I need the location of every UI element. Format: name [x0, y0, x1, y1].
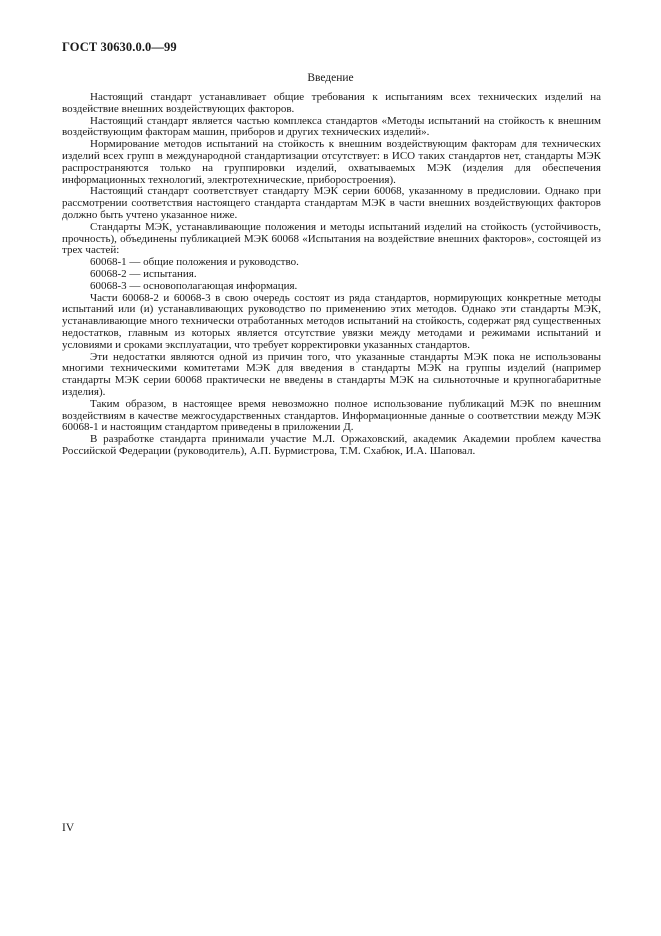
paragraph: Настоящий стандарт устанавливает общие требования к испытаниям всех технических изделий на воздействие внешних воздействующих факторов. — [62, 91, 601, 115]
paragraph: Эти недостатки являются одной из причин того, что указанные стандарты МЭК пока не использованы многими техническими комитетами МЭК для введения в стандарты МЭК на группы изделий (например стандарты МЭК серии 60068 практически не введены в стандарты МЭК на сильноточные и крупногабаритные изделия). — [62, 350, 601, 398]
list-item: 60068-1 — общие положения и руководство. — [90, 256, 299, 269]
standard-header: ГОСТ 30630.0.0—99 — [62, 40, 177, 54]
section-title: Введение — [307, 72, 354, 84]
list-item: 60068-2 — испытания. — [90, 267, 197, 280]
body-text — [62, 92, 601, 458]
paragraph: Нормирование методов испытаний на стойкость к внешним воздействующим факторам для технических изделий всех групп в международной стандартизации отсутствует: в ИСО таких стандартов нет, стандарты МЭК распространяются только на группировки изделий, охватываемых МЭК (изделия для обеспечения информационных технологий, электротехнические, приборостроения). — [62, 138, 601, 186]
paragraph: В разработке стандарта принимали участие М.Л. Оржаховский, академик Академии проблем качества Российской Федерации (руководитель), А.П. Бурмистрова, Т.М. Схабюк, И.А. Шаповал. — [62, 433, 601, 457]
page-number: IV — [62, 822, 75, 834]
paragraph: Таким образом, в настоящее время невозможно полное использование публикаций МЭК по внешним воздействиям в качестве межгосударственных стандартов. Информационные данные о соответствии между МЭК 60068-1 и настоящим стандартом приведены в приложении Д. — [62, 397, 601, 434]
paragraph: Настоящий стандарт соответствует стандарту МЭК серии 60068, указанному в предисловии. Однако при рассмотрении соответствия настоящего стандарта стандартам МЭК в части внешних воздействующих факторов должно быть учтено указанное ниже. — [62, 185, 601, 221]
paragraph: Стандарты МЭК, устанавливающие положения и методы испытаний изделий на стойкость (устойчивость, прочность), объединены публикацией МЭК 60068 «Испытания на воздействие внешних факторов», состоящей из трех частей: — [62, 220, 601, 257]
paragraph: Настоящий стандарт является частью комплекса стандартов «Методы испытаний на стойкость к внешним воздействующим факторам машин, приборов и других технических изделий». — [62, 114, 601, 139]
paragraph: Части 60068-2 и 60068-3 в свою очередь состоят из ряда стандартов, нормирующих конкретные методы испытаний или (и) устанавливающих руководство по применению этих методов. Однако эти стандарты МЭК, устанавливающие много технически отработанных методов испытаний на стойкость, содержат ряд существенных недостатков, главным из которых является отсутствие увязки между методами и режимами испытаний и условиями и сроками эксплуатации, что требует корректировки указанных стандартов. — [62, 291, 601, 351]
list-item: 60068-3 — основополагающая информация. — [90, 279, 298, 292]
